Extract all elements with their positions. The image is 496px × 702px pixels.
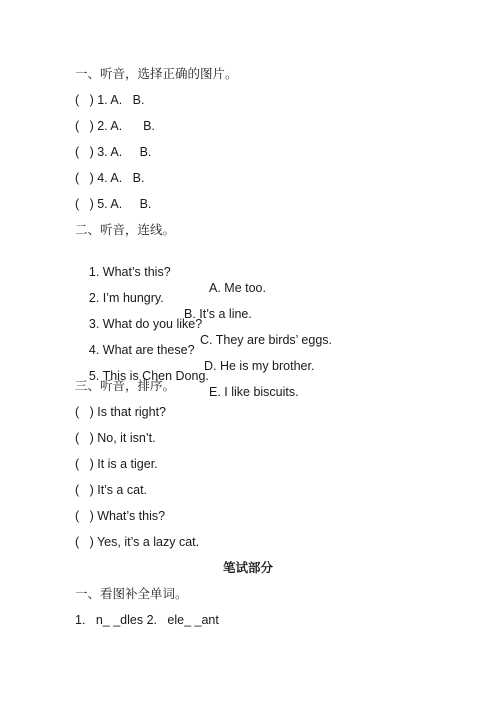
match-right-5: E. I like biscuits. (209, 385, 299, 399)
match-left-5: 5. This is Chen Dong. (88, 369, 209, 383)
word-completion-line: 1. n_ _dles 2. ele_ _ant (75, 613, 219, 627)
order-item-3: ( ) It is a tiger. (75, 457, 158, 471)
section1-item-4: ( ) 4. A. B. (75, 171, 145, 185)
written-section1-heading: 一、看图补全单词。 (75, 586, 188, 601)
match-left-4: 4. What are these? (88, 343, 195, 357)
section3-heading: 三、听音，排序。 (75, 378, 176, 393)
section1-item-5: ( ) 5. A. B. (75, 197, 152, 211)
match-left-2: 2. I’m hungry. (88, 291, 164, 305)
match-left-1: 1. What’s this? (88, 265, 171, 279)
match-right-1: A. Me too. (209, 281, 266, 295)
section1-item-1: ( ) 1. A. B. (75, 93, 145, 107)
match-left-3: 3. What do you like? (88, 317, 203, 331)
match-right-4: D. He is my brother. (204, 359, 315, 373)
order-item-5: ( ) What’s this? (75, 509, 166, 523)
match-right-3: C. They are birds’ eggs. (200, 333, 333, 347)
order-item-6: ( ) Yes, it’s a lazy cat. (75, 535, 200, 549)
section2-heading: 二、听音，连线。 (75, 222, 176, 237)
order-item-1: ( ) Is that right? (75, 405, 167, 419)
section1-item-3: ( ) 3. A. B. (75, 145, 152, 159)
match-right-2: B. It’s a line. (184, 307, 252, 321)
section1-item-2: ( ) 2. A. B. (75, 119, 155, 133)
written-part-title: 笔试部分 (222, 560, 273, 575)
order-item-4: ( ) It’s a cat. (75, 483, 148, 497)
order-item-2: ( ) No, it isn’t. (75, 431, 156, 445)
section1-heading: 一、听音，选择正确的图片。 (75, 66, 238, 81)
